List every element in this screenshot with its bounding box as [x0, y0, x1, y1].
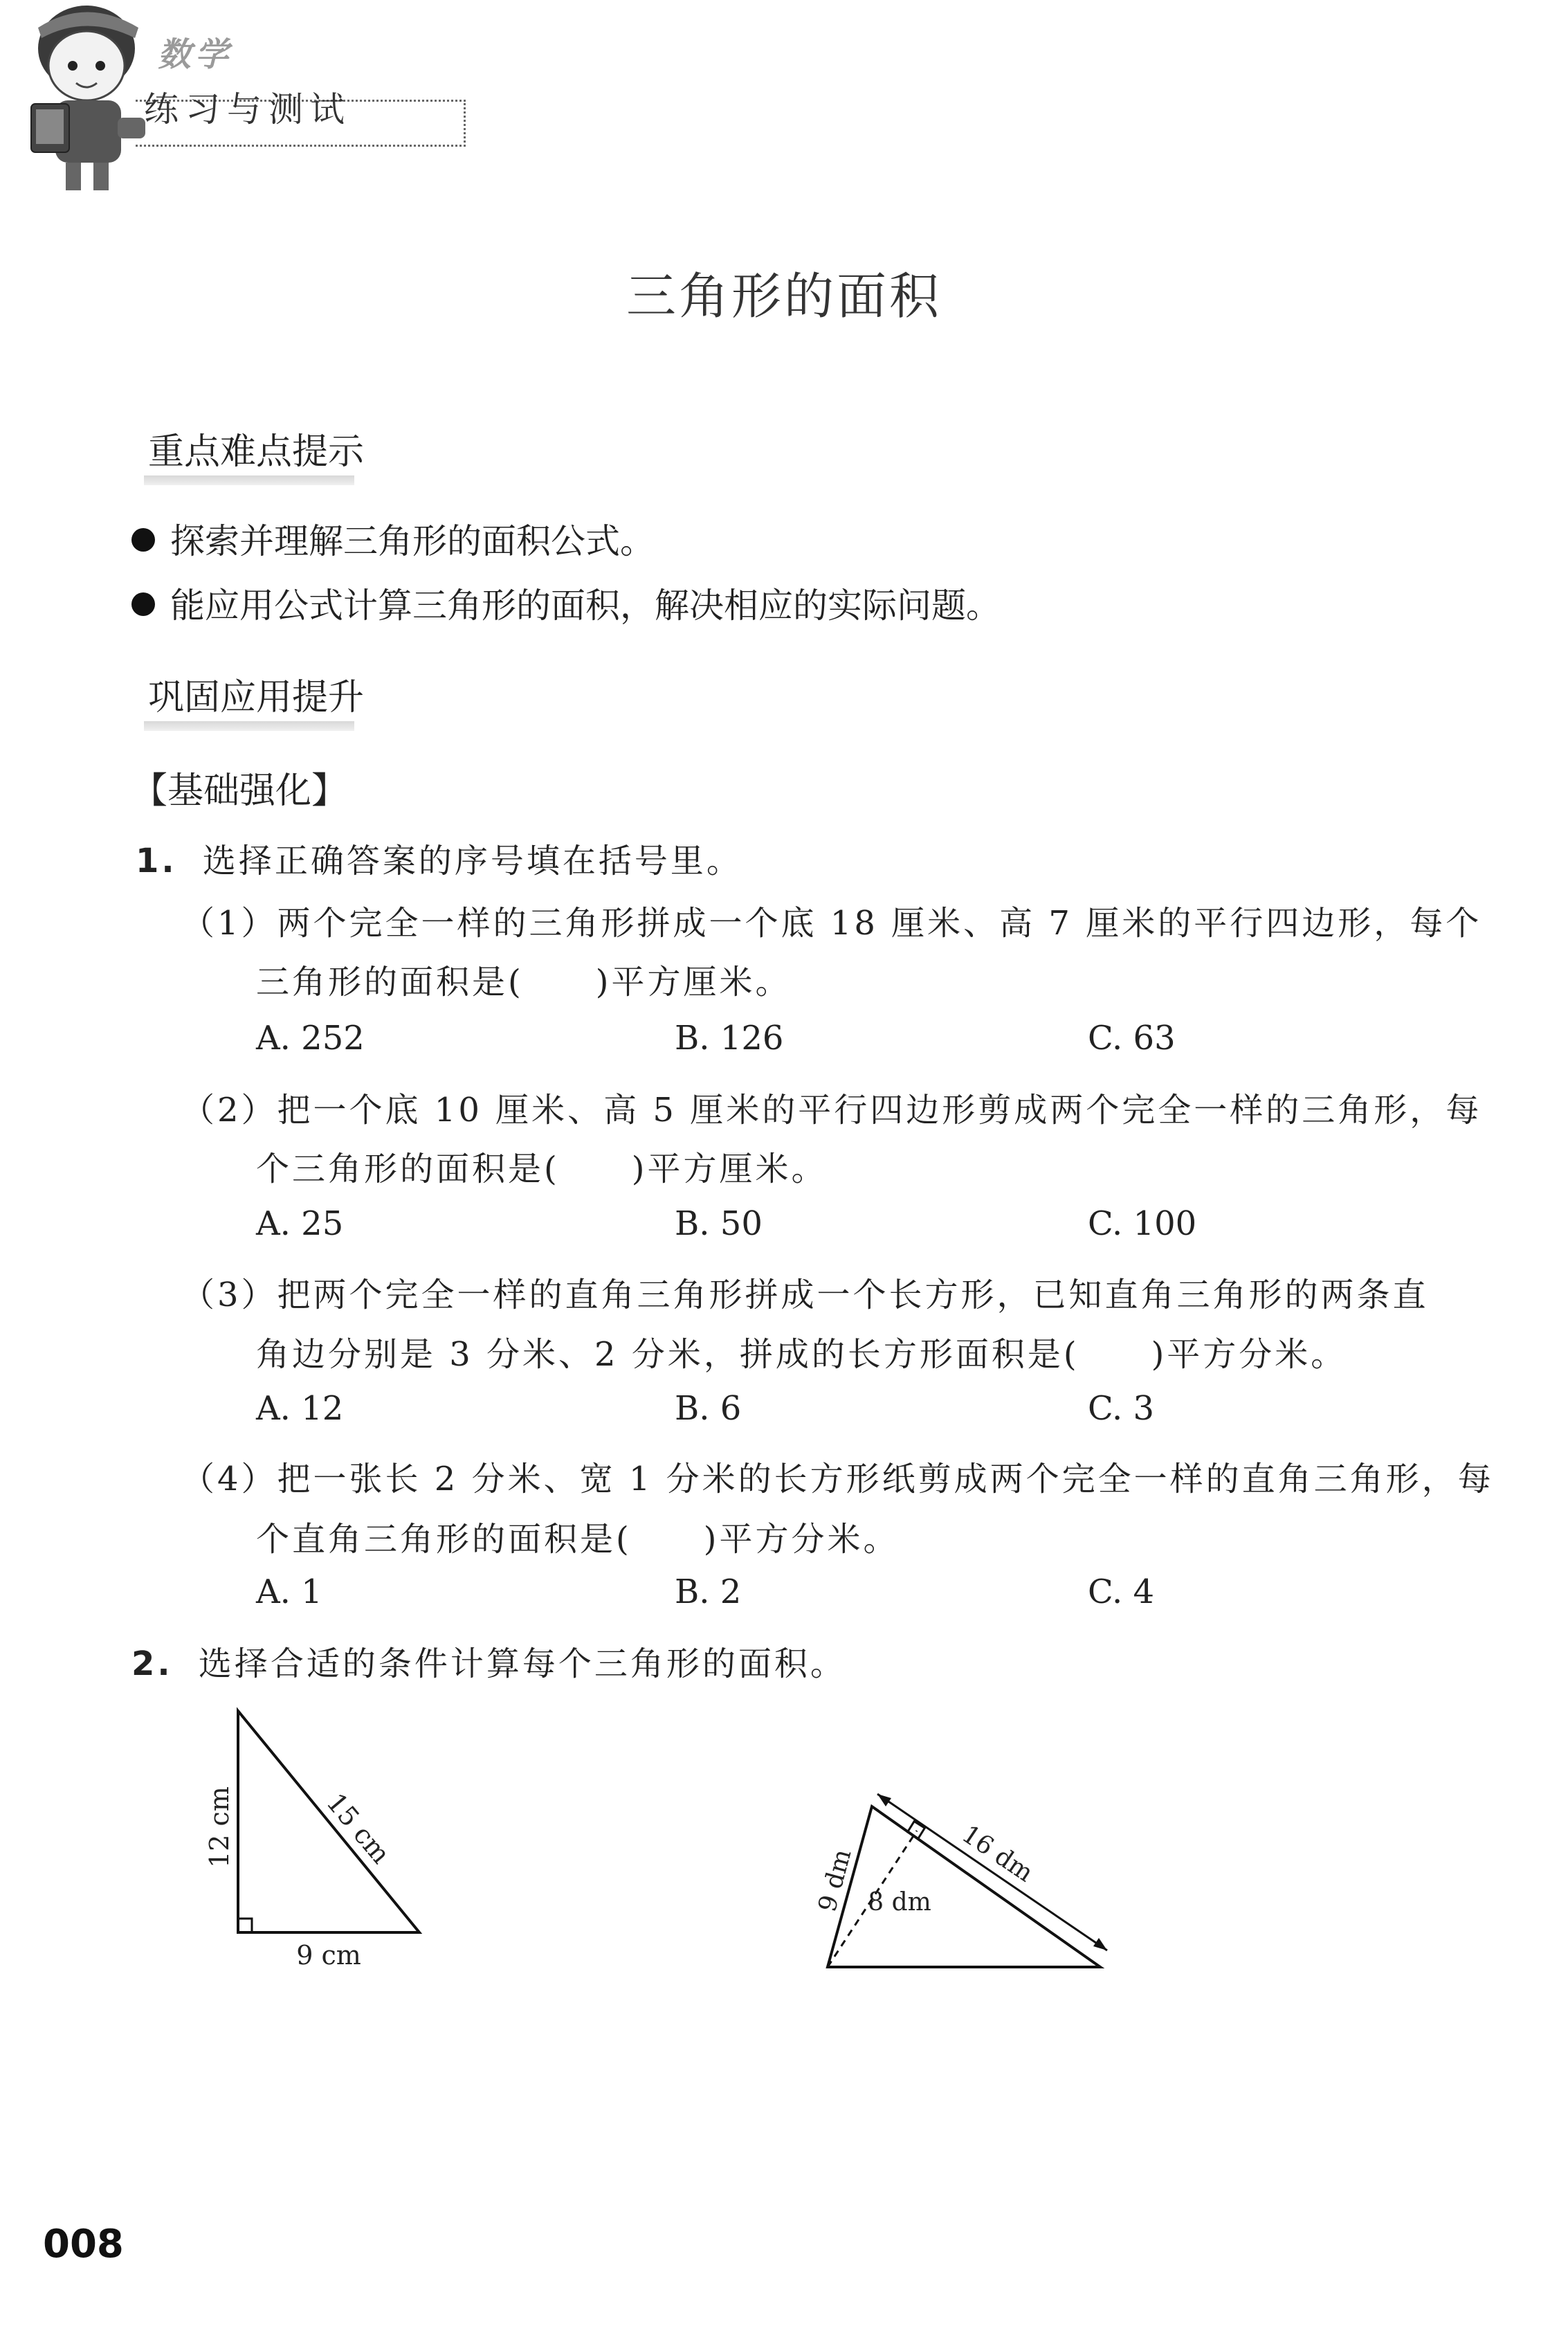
side-label-base: 9 cm — [296, 1940, 361, 1970]
section-heading-underline — [144, 721, 354, 731]
question-text: 选择合适的条件计算每个三角形的面积。 — [198, 1644, 846, 1683]
question-number: 1. — [136, 842, 177, 880]
right-triangle-figure — [194, 1696, 471, 1986]
section-heading-consolidation — [131, 668, 365, 720]
page-number: 008 — [43, 2222, 124, 2267]
key-point-text: 能应用公式计算三角形的面积，解决相应的实际问题。 — [170, 586, 1001, 626]
bullet-icon — [131, 528, 155, 552]
sub-question-1-line2: 三角形的面积是( )平方厘米。 — [256, 963, 792, 1002]
sub-question-3-line2: 角边分别是 3 分米、2 分米，拼成的长方形面积是( )平方分米。 — [256, 1335, 1347, 1374]
option-c: C. 100 — [1088, 1204, 1197, 1243]
sub-question-4-line1: （4）把一张长 2 分米、宽 1 分米的长方形纸剪成两个完全一样的直角三角形，每 — [181, 1460, 1494, 1498]
triangle-outline — [828, 1806, 1100, 1967]
question-1 — [136, 834, 742, 882]
question-number: 2. — [131, 1644, 173, 1683]
question-2 — [131, 1637, 846, 1685]
arrow-head-start — [877, 1794, 891, 1806]
header-subject: 数学 — [158, 35, 233, 74]
option-b: B. 6 — [675, 1389, 742, 1428]
sub-question-3-line1: （3）把两个完全一样的直角三角形拼成一个长方形，已知直角三角形的两条直 — [181, 1276, 1429, 1314]
obtuse-triangle-figure — [803, 1779, 1135, 1986]
side-label-hypotenuse: 15 cm — [320, 1787, 396, 1869]
question-text: 选择正确答案的序号填在括号里。 — [202, 842, 742, 880]
triangle-outline — [238, 1711, 419, 1932]
option-a: A. 1 — [256, 1573, 322, 1611]
option-a: A. 252 — [256, 1019, 365, 1058]
section-heading-key-points — [131, 422, 365, 474]
basic-strengthening-label: 【基础强化】 — [131, 770, 348, 812]
sub-question-2-line1: （2）把一个底 10 厘米、高 5 厘米的平行四边形剪成两个完全一样的三角形，每 — [181, 1091, 1482, 1130]
side-label-left: 12 cm — [204, 1786, 235, 1868]
arrow-head-end — [1093, 1938, 1107, 1950]
sub-question-1-line1: （1）两个完全一样的三角形拼成一个底 18 厘米、高 7 厘米的平行四边形，每个 — [181, 904, 1482, 943]
option-a: A. 12 — [256, 1389, 344, 1428]
side-label-left: 9 dm — [813, 1846, 857, 1915]
key-point-text: 探索并理解三角形的面积公式。 — [170, 521, 655, 561]
page-title: 三角形的面积 — [626, 267, 942, 325]
right-angle-marker — [238, 1919, 252, 1932]
sub-question-4-line2: 个直角三角形的面积是( )平方分米。 — [256, 1520, 900, 1559]
bullet-icon — [131, 592, 155, 616]
option-a: A. 25 — [256, 1204, 344, 1243]
option-c: C. 3 — [1088, 1389, 1155, 1428]
key-point-item — [131, 578, 1001, 628]
section-heading-underline — [144, 475, 354, 485]
option-b: B. 50 — [675, 1204, 763, 1243]
section-heading-label: 巩固应用提升 — [148, 677, 365, 718]
sub-question-2-line2: 个三角形的面积是( )平方厘米。 — [256, 1150, 828, 1188]
key-point-item — [131, 514, 655, 563]
option-b: B. 2 — [675, 1573, 742, 1611]
side-label-long: 16 dm — [956, 1820, 1039, 1888]
dimension-line — [877, 1794, 1107, 1950]
option-c: C. 4 — [1088, 1573, 1155, 1611]
section-heading-label: 重点难点提示 — [148, 431, 365, 473]
option-b: B. 126 — [675, 1019, 784, 1058]
header-book-title: 练习与测试 — [144, 89, 352, 129]
height-label: 8 dm — [868, 1888, 931, 1916]
option-c: C. 63 — [1088, 1019, 1176, 1058]
